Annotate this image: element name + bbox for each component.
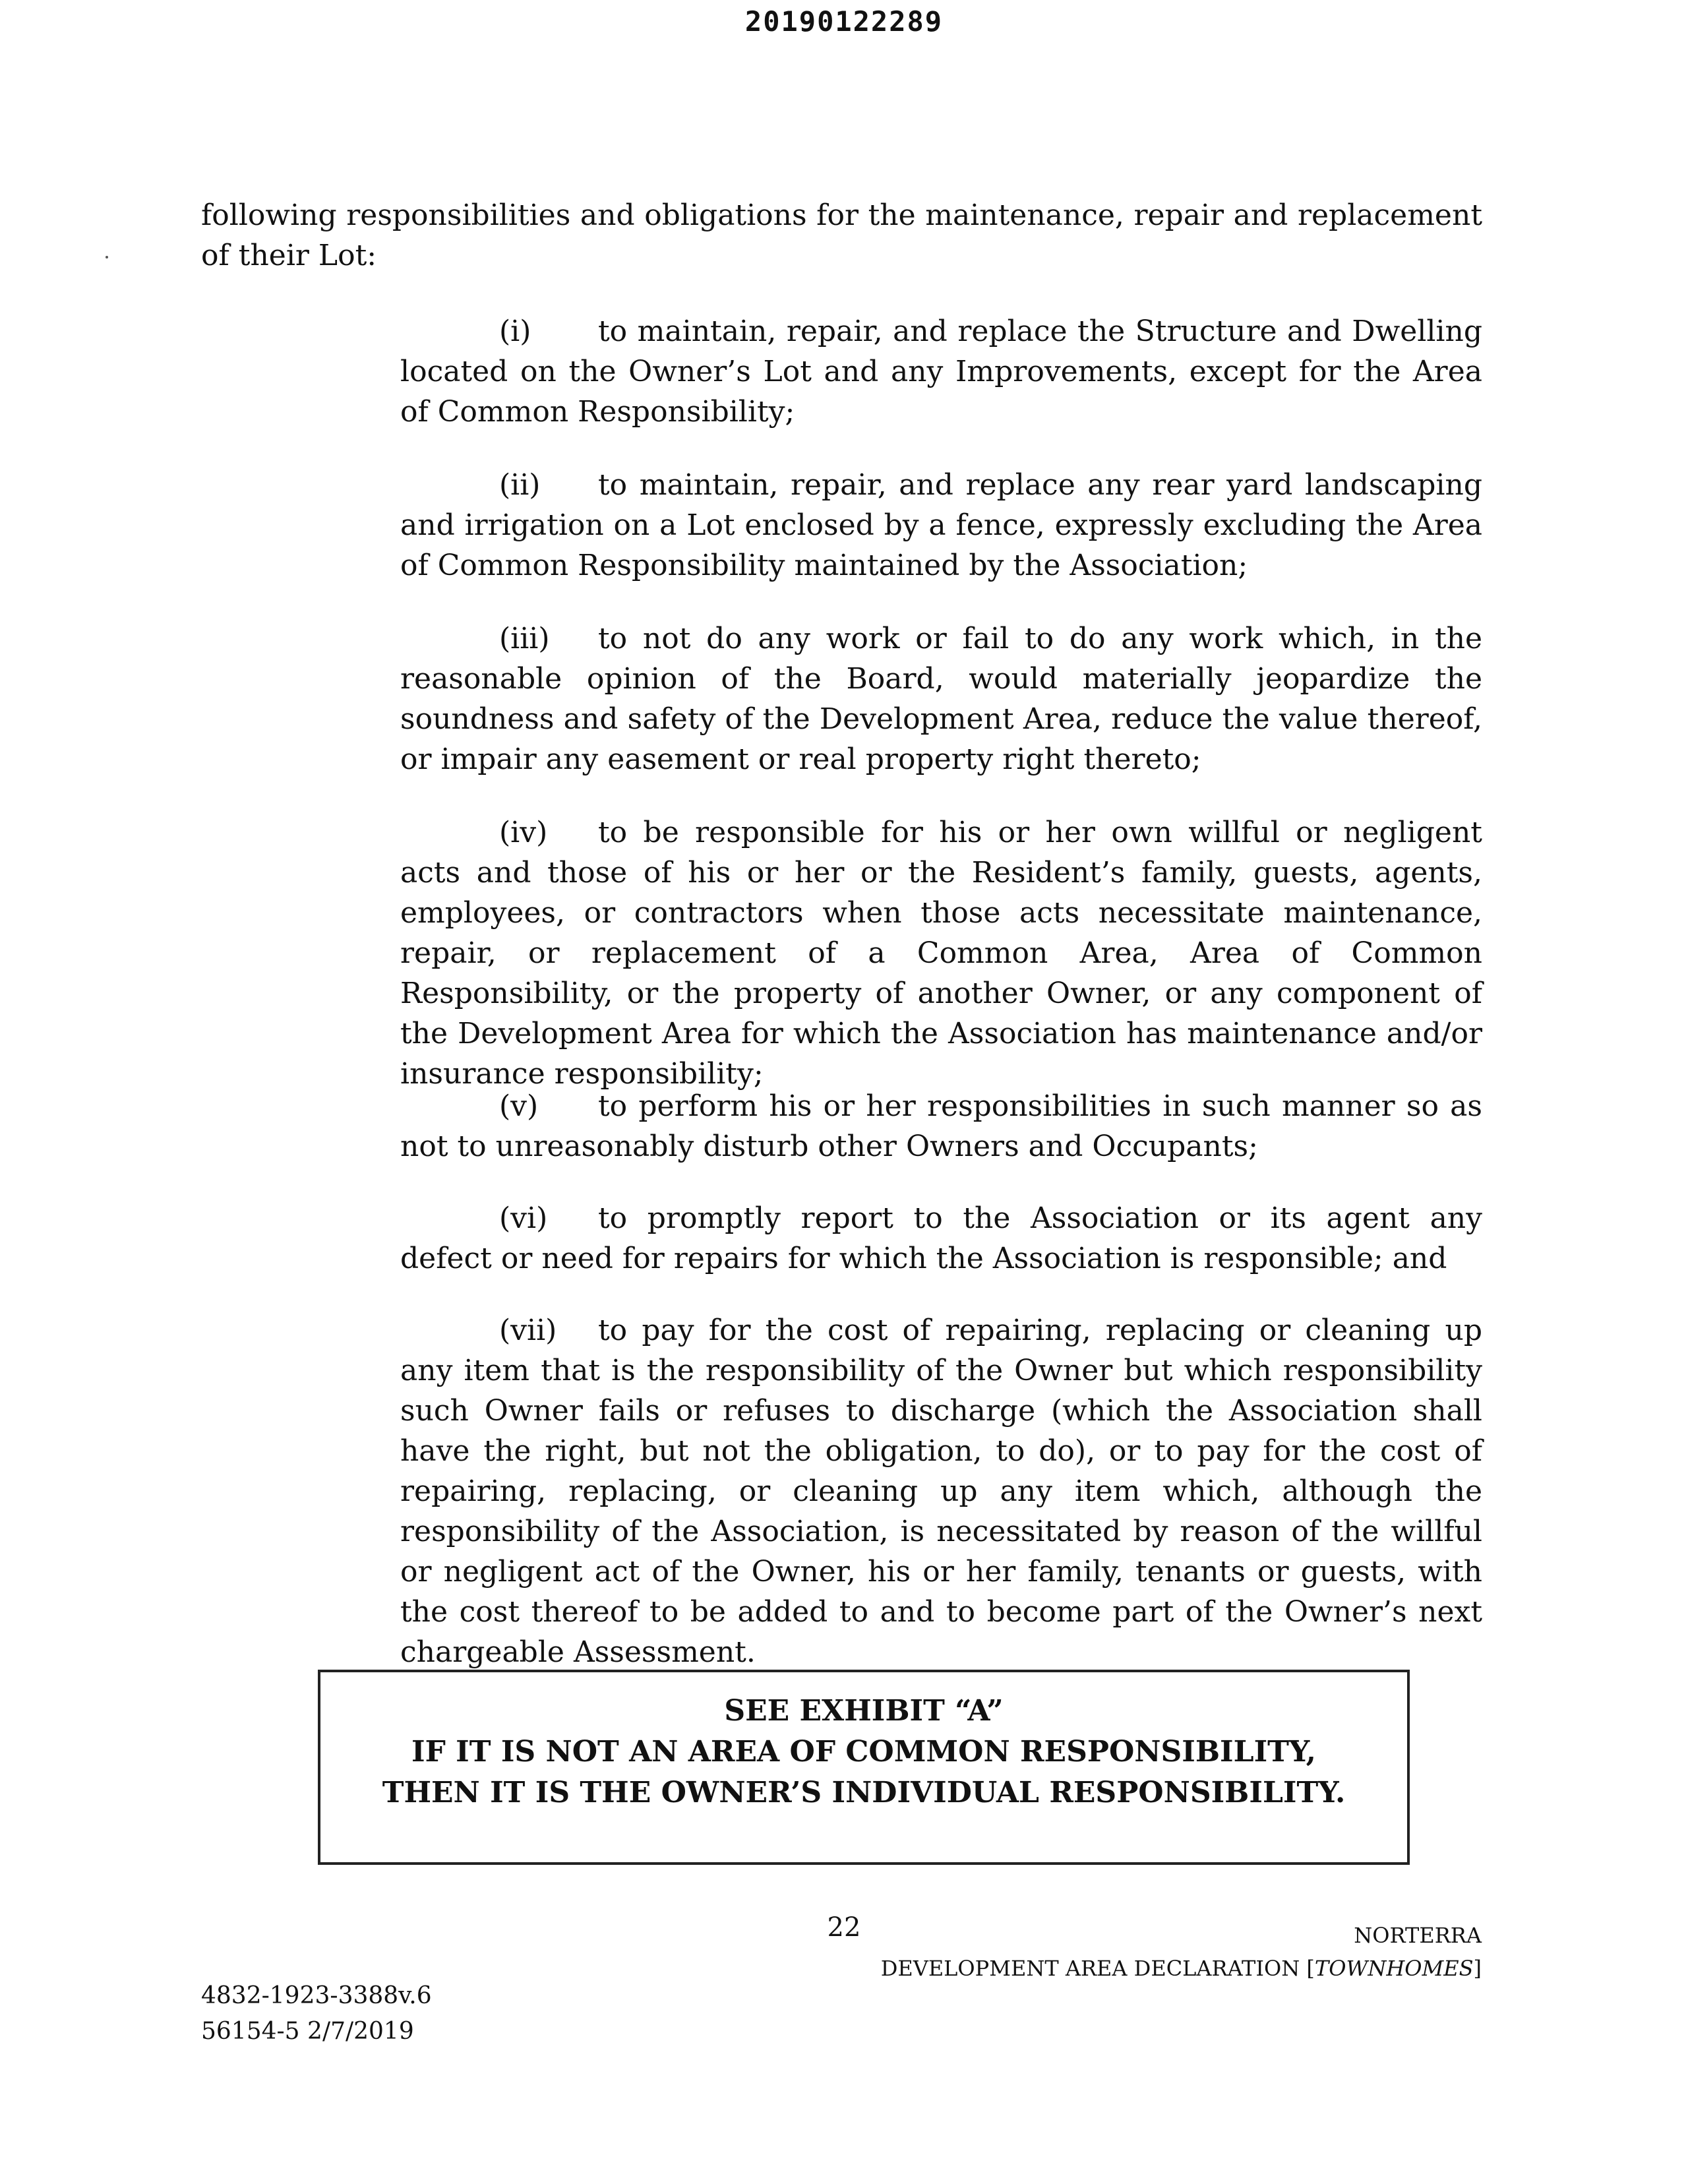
item-number: (vi) bbox=[499, 1201, 548, 1235]
item-text: to maintain, repair, and replace any rear yard landscaping and irrigation on a Lot enclosed by a fence, expressly excluding the Area of Common Responsibility maintained by the Association; bbox=[400, 468, 1482, 582]
footer-document-title bbox=[881, 1919, 1482, 1985]
item-text: to be responsible for his or her own willful or negligent acts and those of his or her or the Resident’s family, guests, agents, employees, or contractors when those acts necessitate maintenance, repair, or replacement of a Common Area, Area of Common Responsibility, or the property of another Owner, or any component of the Development Area for which the Association has maintenance and/or insurance responsibility; bbox=[400, 816, 1482, 1091]
footer-declaration-type: TOWNHOMES bbox=[1314, 1956, 1474, 1981]
footer-document-ids bbox=[201, 1978, 432, 2049]
item-text: to not do any work or fail to do any work which, in the reasonable opinion of the Board, would materially jeopardize the soundness and safety of the Development Area, reduce the value thereof, or impair any easement or real property right thereto; bbox=[400, 622, 1482, 776]
item-number: (iii) bbox=[499, 622, 550, 655]
item-number: (i) bbox=[499, 315, 531, 348]
list-item bbox=[400, 1198, 1482, 1279]
item-number: (v) bbox=[499, 1089, 539, 1123]
footer-project-name: NORTERRA bbox=[1354, 1923, 1482, 1948]
footer-declaration-title: DEVELOPMENT AREA DECLARATION bbox=[880, 1956, 1300, 1981]
list-item bbox=[400, 619, 1482, 779]
list-item bbox=[400, 465, 1482, 586]
list-item bbox=[400, 1086, 1482, 1167]
list-item bbox=[400, 311, 1482, 432]
footer-matter-date: 56154-5 2/7/2019 bbox=[201, 2018, 414, 2045]
footer-declaration-line: DEVELOPMENT AREA DECLARATION [TOWNHOMES] bbox=[880, 1956, 1482, 1981]
item-number: (vii) bbox=[499, 1314, 557, 1347]
scan-speck bbox=[106, 256, 108, 258]
page-number: 22 bbox=[827, 1912, 861, 1943]
intro-paragraph: following responsibilities and obligations for the maintenance, repair and replacement of their Lot: bbox=[201, 198, 1482, 272]
item-text: to pay for the cost of repairing, replacing or cleaning up any item that is the responsibility of the Owner but which responsibility such Owner fails or refuses to discharge (which the Association shall have the right, but not the obligation, to do), or to pay for the cost of repairing, replacing, or cleaning up any item which, although the responsibility of the Association, is necessitated by reason of the willful or negligent act of the Owner, his or her family, tenants or guests, with the cost thereof to be added to and to become part of the Owner’s next chargeable Assessment. bbox=[400, 1314, 1482, 1669]
item-text: to perform his or her responsibilities in such manner so as not to unreasonably disturb other Owners and Occupants; bbox=[400, 1089, 1482, 1163]
item-text: to promptly report to the Association or its agent any defect or need for repairs for which the Association is responsible; and bbox=[400, 1201, 1482, 1275]
notice-exhibit-reference: SEE EXHIBIT “A” bbox=[724, 1694, 1004, 1728]
item-number: (iv) bbox=[499, 816, 548, 849]
list-item bbox=[400, 812, 1482, 1094]
recording-number: 20190122289 bbox=[744, 5, 944, 38]
notice-line: IF IT IS NOT AN AREA OF COMMON RESPONSIBILITY, bbox=[411, 1735, 1316, 1769]
notice-line: THEN IT IS THE OWNER’S INDIVIDUAL RESPONSIBILITY. bbox=[382, 1776, 1346, 1809]
item-number: (ii) bbox=[499, 468, 541, 502]
list-item bbox=[400, 1310, 1482, 1672]
item-text: to maintain, repair, and replace the Structure and Dwelling located on the Owner’s Lot and any Improvements, except for the Area of Common Responsibility; bbox=[400, 315, 1482, 429]
footer-doc-id: 4832-1923-3388v.6 bbox=[201, 1982, 432, 2009]
notice-box bbox=[318, 1670, 1410, 1865]
